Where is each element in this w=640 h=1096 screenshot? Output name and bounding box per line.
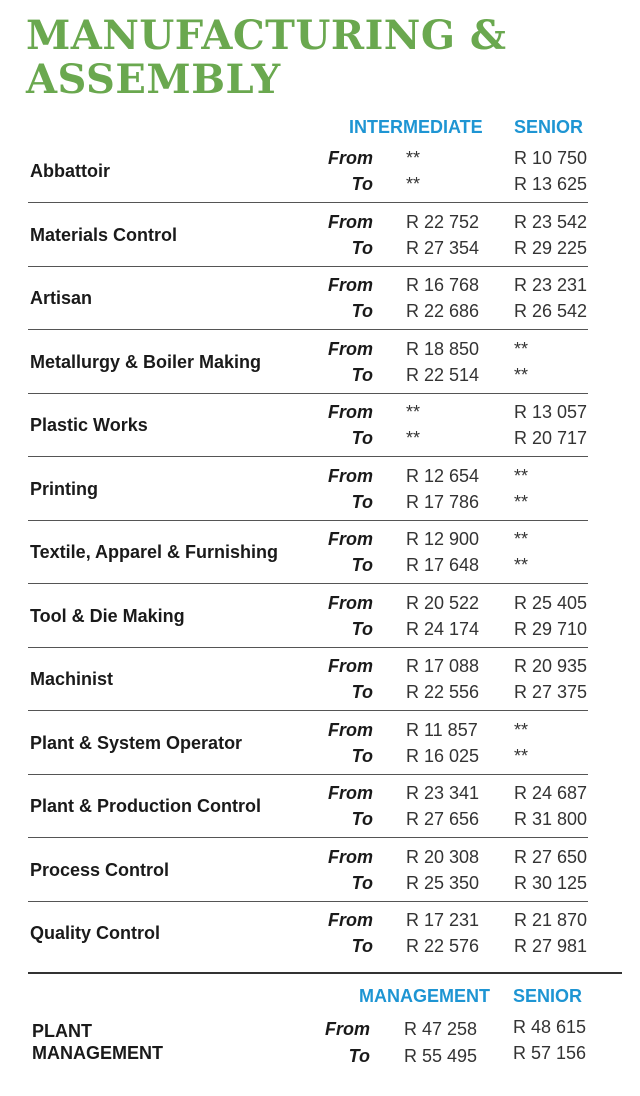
intermediate-from-value: R 23 341 [406,783,480,803]
plant-management-label [32,1020,232,1064]
management-from-label: From [325,1019,370,1039]
senior-to-value: ** [514,365,529,385]
to-label: To [351,619,373,639]
senior-from-value: ** [514,529,529,549]
senior-to-value: R 27 981 [514,936,588,956]
title-line-2: ASSEMBLY [26,56,281,103]
from-label: From [328,148,373,168]
intermediate-to-value: R 22 556 [406,682,480,702]
row-label: Plant & System Operator [30,732,243,753]
row-label: Metallurgy & Boiler Making [30,351,262,372]
management-to-label: To [348,1046,370,1066]
from-label: From [328,466,373,486]
intermediate-from-value: R 22 752 [406,212,480,232]
intermediate-from-value: R 20 308 [406,847,480,867]
table-row [28,458,588,521]
intermediate-from-value: ** [406,402,421,422]
management-senior-to-value: R 57 156 [513,1043,587,1063]
intermediate-to-value: R 24 174 [406,619,480,639]
intermediate-to-value: R 27 656 [406,809,480,829]
from-label: From [328,529,373,549]
senior-to-value: R 30 125 [514,873,588,893]
to-label: To [351,174,373,194]
intermediate-from-value: R 18 850 [406,339,480,359]
to-label: To [351,365,373,385]
table-row [28,204,588,267]
intermediate-from-value: R 16 768 [406,275,480,295]
plant-management-line-2: MANAGEMENT [32,1043,163,1063]
table-row [28,394,588,457]
senior-from-value: ** [514,339,529,359]
intermediate-from-value: ** [406,148,421,168]
senior-to-value: R 20 717 [514,428,588,448]
to-label: To [351,873,373,893]
row-label: Artisan [30,287,93,308]
header-intermediate: INTERMEDIATE [349,117,483,137]
intermediate-from-value: R 12 654 [406,466,480,486]
table-row [28,775,588,838]
to-label: To [351,682,373,702]
to-label: To [351,746,373,766]
intermediate-from-value: R 12 900 [406,529,480,549]
intermediate-to-value: R 25 350 [406,873,480,893]
from-label: From [328,275,373,295]
from-label: From [328,212,373,232]
management-senior-from-value: R 48 615 [513,1017,587,1037]
header-senior: SENIOR [514,117,584,137]
title-line-1: MANUFACTURING & [26,12,507,59]
table-row [28,521,588,584]
intermediate-to-value: R 16 025 [406,746,480,766]
senior-to-value: R 26 542 [514,301,588,321]
table-row [28,585,588,648]
table-row [28,267,588,330]
senior-to-value: R 31 800 [514,809,588,829]
row-label: Process Control [30,859,170,880]
row-label: Quality Control [30,922,160,943]
senior-from-value: R 24 687 [514,783,588,803]
intermediate-to-value: R 27 354 [406,238,480,258]
senior-from-value: R 21 870 [514,910,588,930]
to-label: To [351,238,373,258]
intermediate-from-value: R 17 231 [406,910,480,930]
row-label: Printing [30,478,98,499]
row-label: Machinist [30,668,114,689]
management-from-value: R 47 258 [404,1019,478,1039]
from-label: From [328,402,373,422]
senior-from-value: R 25 405 [514,593,588,613]
senior-from-value: R 13 057 [514,402,588,422]
senior-from-value: R 23 231 [514,275,588,295]
table-row [28,902,588,964]
row-label: Plastic Works [30,414,148,435]
from-label: From [328,720,373,740]
to-label: To [351,428,373,448]
row-label: Abbattoir [30,160,110,181]
senior-from-value: R 10 750 [514,148,588,168]
from-label: From [328,847,373,867]
from-label: From [328,783,373,803]
senior-from-value: R 27 650 [514,847,588,867]
row-label: Textile, Apparel & Furnishing [30,541,279,562]
senior-from-value: R 23 542 [514,212,588,232]
row-label: Tool & Die Making [30,605,185,626]
senior-to-value: ** [514,746,529,766]
from-label: From [328,910,373,930]
header-management: MANAGEMENT [359,986,490,1006]
senior-from-value: ** [514,720,529,740]
intermediate-from-value: R 11 857 [406,720,478,740]
to-label: To [351,492,373,512]
page-title [26,14,507,102]
header-management-senior: SENIOR [513,986,583,1006]
to-label: To [351,301,373,321]
from-label: From [328,593,373,613]
senior-from-value: ** [514,466,529,486]
intermediate-from-value: R 17 088 [406,656,480,676]
to-label: To [351,809,373,829]
plant-management-line-1: PLANT [32,1021,92,1041]
intermediate-to-value: R 17 786 [406,492,480,512]
senior-from-value: R 20 935 [514,656,588,676]
senior-to-value: R 13 625 [514,174,588,194]
intermediate-to-value: R 22 686 [406,301,480,321]
management-to-value: R 55 495 [404,1046,478,1066]
table-row [28,648,588,711]
table-row [28,839,588,902]
row-label: Materials Control [30,224,178,245]
senior-to-value: ** [514,492,529,512]
senior-to-value: R 29 710 [514,619,588,639]
senior-to-value: ** [514,555,529,575]
row-label: Plant & Production Control [30,795,261,816]
intermediate-to-value: ** [406,174,421,194]
senior-to-value: R 27 375 [514,682,588,702]
senior-to-value: R 29 225 [514,238,588,258]
intermediate-from-value: R 20 522 [406,593,480,613]
to-label: To [351,555,373,575]
table-row [28,140,588,203]
intermediate-to-value: R 22 576 [406,936,480,956]
intermediate-to-value: R 17 648 [406,555,480,575]
section-divider [28,972,622,974]
intermediate-to-value: ** [406,428,421,448]
from-label: From [328,339,373,359]
table-row [28,712,588,775]
from-label: From [328,656,373,676]
table-row [28,331,588,394]
intermediate-to-value: R 22 514 [406,365,480,385]
to-label: To [351,936,373,956]
